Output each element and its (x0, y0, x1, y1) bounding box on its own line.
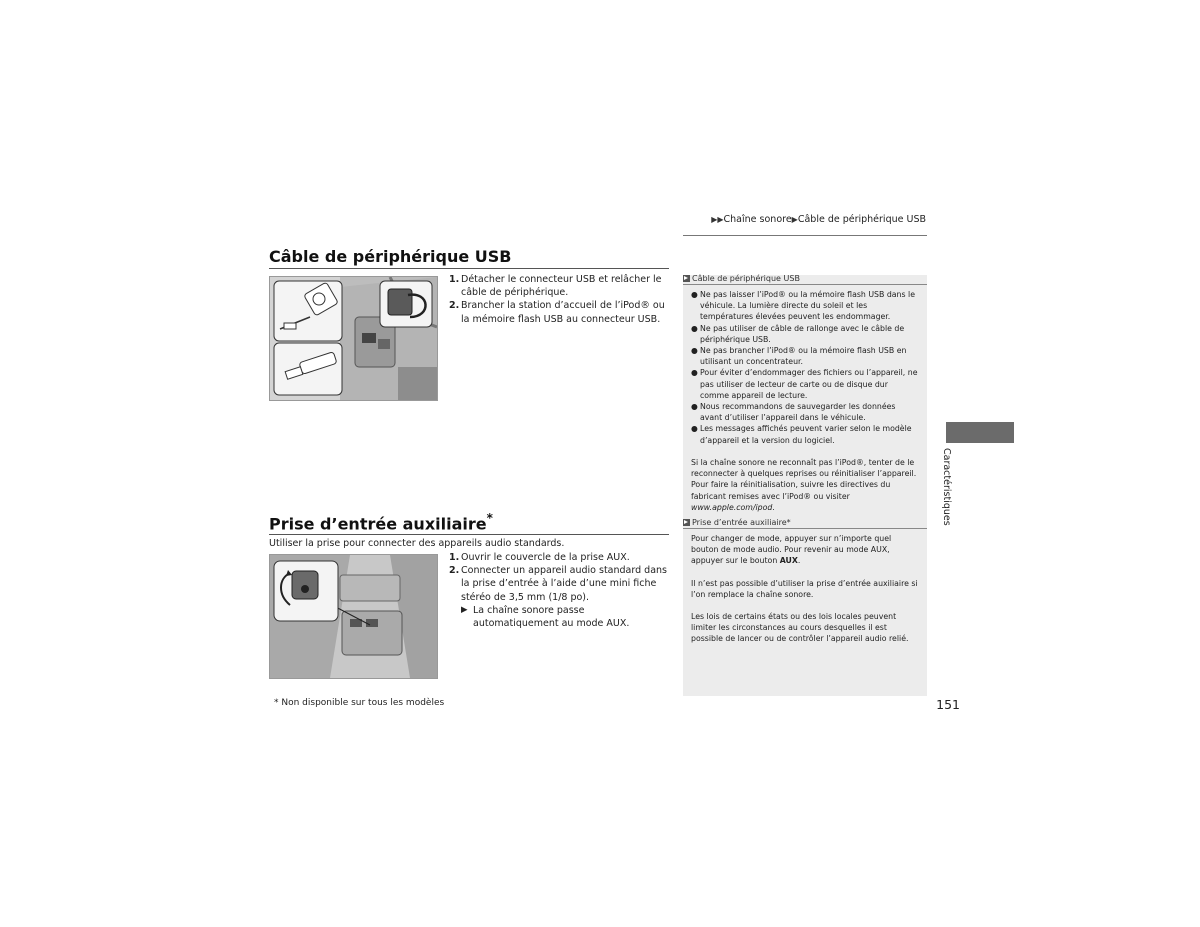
step-number: 2. (449, 565, 460, 577)
usb-note-bullet: ● Ne pas brancher l’iPod® ou la mémoire flash USB en utilisant un concentrateur. (691, 346, 907, 367)
usb-note-bullet: ● Ne pas utiliser de câble de rallonge avec le câble de périphérique USB. (691, 323, 905, 344)
aux-note-paragraph-1: Pour changer de mode, appuyer sur n’importe quel bouton de mode audio. Pour revenir au mode AUX, appuyer sur le bouton AUX. (691, 534, 892, 566)
usb-console-illustration (270, 277, 437, 400)
usb-note-bullet: ● Pour éviter d’endommager des fichiers ou l’appareil, ne pas utiliser de lecteur de carte ou de disque dur comme appareil de lecture. (691, 368, 918, 400)
breadcrumb-parent[interactable]: Chaîne sonore (723, 214, 792, 225)
aux-jack-figure (269, 554, 438, 679)
breadcrumb (700, 214, 926, 225)
breadcrumb-current: Câble de périphérique USB (797, 214, 926, 225)
bullet-icon: ● (691, 424, 698, 434)
chapter-tab-label: Caractéristiques (941, 448, 952, 526)
result-arrow-icon: ▶ (461, 604, 468, 615)
aux-step-1 (449, 551, 669, 564)
footnote: * Non disponible sur tous les modèles (274, 698, 445, 708)
usb-note-heading: Câble de périphérique USB (683, 274, 927, 285)
usb-step-1 (449, 273, 669, 299)
usb-step-2 (449, 299, 669, 325)
bullet-icon: ● (691, 368, 698, 378)
step-text: Connecter un appareil audio standard dans la prise d’entrée à l’aide d’une mini fiche stéréo de 3,5 mm (1/8 po). (461, 565, 667, 603)
page-number: 151 (936, 697, 960, 712)
breadcrumb-separator: ▶ (791, 215, 798, 224)
aux-intro: Utiliser la prise pour connecter des appareils audio standards. (269, 538, 565, 549)
usb-connector-figure (269, 276, 438, 401)
availability-asterisk: * (486, 511, 493, 525)
usb-note-bullets (691, 289, 919, 446)
usb-note-bullet: ● Nous recommandons de sauvegarder les données avant d’utiliser l’appareil dans le véhicule. (691, 402, 896, 423)
reference-icon (683, 275, 690, 282)
usb-title-rule (269, 268, 669, 269)
bullet-icon: ● (691, 346, 698, 356)
step-text: Détacher le connecteur USB et relâcher le câble de périphérique. (461, 274, 662, 299)
usb-steps (449, 273, 669, 326)
aux-console-illustration (270, 555, 437, 678)
aux-note-heading: Prise d’entrée auxiliaire* (683, 518, 927, 529)
bullet-icon: ● (691, 290, 698, 299)
aux-note-paragraph-2: Il n’est pas possible d’utiliser la prise d’entrée auxiliaire si l’on remplace la chaîne sonore. (691, 579, 918, 600)
usb-note-bullet: ● Ne pas laisser l’iPod® ou la mémoire flash USB dans le véhicule. La lumière directe du soleil et les températures élevées peuvent les endommager. (691, 290, 915, 322)
step-number: 1. (449, 552, 460, 563)
aux-step-2 (449, 564, 669, 604)
bullet-icon: ● (691, 323, 698, 333)
aux-section-title: Prise d’entrée auxiliaire* (269, 511, 493, 534)
aux-step-result (461, 604, 669, 630)
usb-section-title: Câble de périphérique USB (269, 247, 512, 266)
aux-note-paragraph-3: Les lois de certains états ou des lois locales peuvent limiter les circonstances au cours desquelles il est possible de lancer ou de contrôler l’appareil audio relié. (691, 612, 909, 644)
aux-title-rule (269, 534, 669, 535)
apple-link[interactable]: www.apple.com/ipod (691, 502, 773, 512)
usb-note-bullet: ● Les messages affichés peuvent varier selon le modèle d’appareil et la version du logiciel. (691, 424, 912, 445)
result-text: La chaîne sonore passe automatiquement au mode AUX. (473, 604, 630, 630)
step-number: 2. (449, 300, 460, 312)
header-rule (683, 235, 927, 236)
aux-steps (449, 551, 669, 630)
usb-note-paragraph: Si la chaîne sonore ne reconnaît pas l’iPod®, tenter de le reconnecter à quelques reprises ou réinitialiser l’appareil. Pour faire la réinitialisation, suivre les directives du fabricant remises avec l’iPod® ou visiter www.apple.com/ipod. (691, 458, 917, 512)
breadcrumb-marker: ▶▶ (711, 215, 724, 224)
reference-icon (683, 519, 690, 526)
step-number: 1. (449, 274, 460, 285)
chapter-tab[interactable] (946, 422, 1014, 443)
step-text: Ouvrir le couvercle de la prise AUX. (461, 552, 630, 563)
bullet-icon: ● (691, 402, 698, 412)
step-text: Brancher la station d’accueil de l’iPod® ou la mémoire flash USB au connecteur USB. (461, 300, 665, 325)
